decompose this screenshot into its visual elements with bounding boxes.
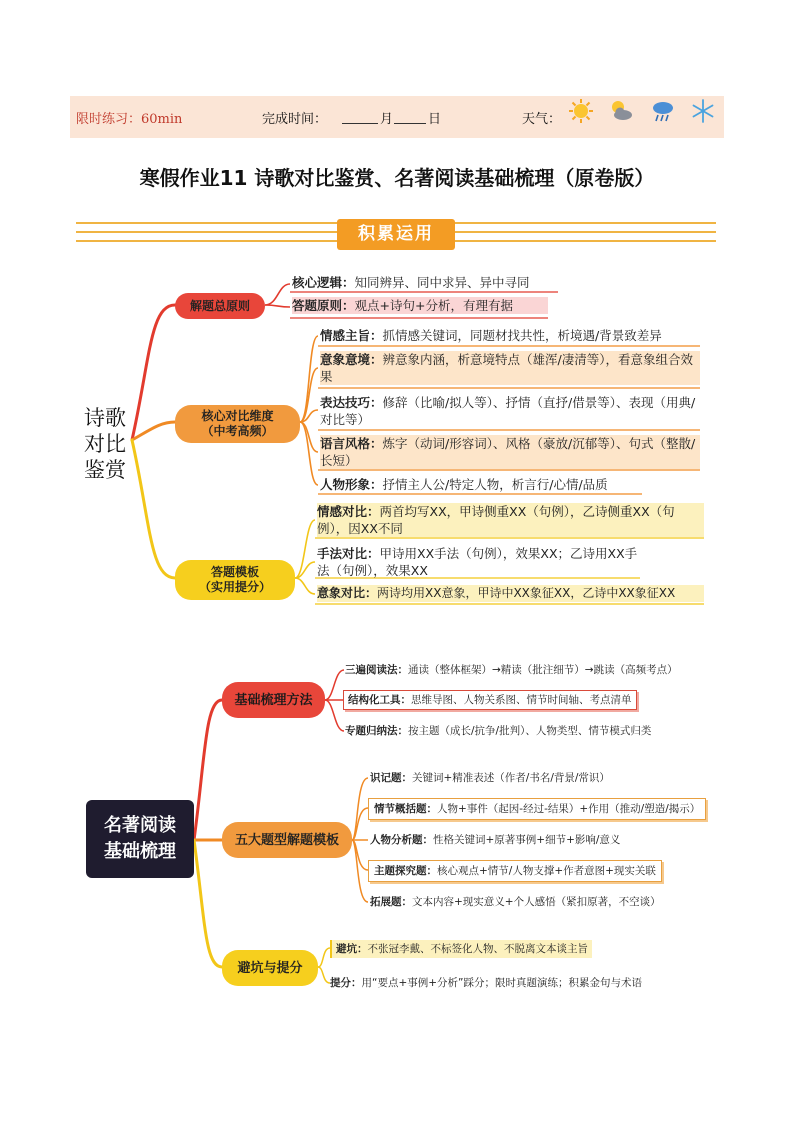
leaf-score-boost: 提分：用“要点+事例+分析”踩分；限时真题演练；积累金句与术语	[330, 977, 642, 989]
branch-label: 五大题型解题模板	[234, 832, 339, 848]
leaf-imagery-compare: 意象对比：两诗均用XX意象，甲诗中XX象征XX，乙诗中XX象征XX	[317, 585, 704, 602]
root-line: 名著阅读	[104, 815, 176, 836]
root-line: 诗歌	[84, 406, 126, 430]
branch-label: 解题总原则	[189, 298, 250, 313]
leaf-answer-principle: 答题原则：观点+诗句+分析，有理有据	[292, 297, 548, 314]
leaf-character-analysis: 人物分析题：性格关键词+原著事例+细节+影响/意义	[370, 834, 621, 846]
branch-question-types	[222, 822, 352, 858]
weather-label: 天气：	[522, 112, 562, 127]
branch-methods	[222, 682, 325, 718]
leaf-imagery: 意象意境：辨意象内涵，析意境特点（雄浑/凄清等），看意象组合效果	[320, 351, 700, 385]
day-unit: 日	[428, 112, 442, 127]
leaf-plot-summary: 情节概括题：人物+事件（起因-经过-结果）+作用（推动/塑造/揭示）	[368, 798, 706, 820]
branch-label: 核心对比维度	[201, 409, 274, 423]
mindmap2-root	[86, 800, 194, 878]
branch-sublabel: （实用提分）	[198, 580, 271, 594]
month-unit: 月	[380, 112, 394, 127]
branch-label: 避坑与提分	[237, 960, 303, 976]
leaf-language-style: 语言风格：炼字（动词/形容词）、风格（豪放/沉郁等）、句式（整散/长短）	[320, 435, 700, 469]
leaf-three-pass-reading: 三遍阅读法：通读（整体框架）→精读（批注细节）→跳读（高频考点）	[345, 664, 678, 676]
root-line: 基础梳理	[104, 841, 176, 862]
leaf-character: 人物形象：抒情主人公/特定人物，析言行/心情/品质	[320, 477, 608, 492]
leaf-structured-tools: 结构化工具：思维导图、人物关系图、情节时间轴、考点清单	[343, 690, 637, 710]
leaf-core-logic: 核心逻辑：知同辨异、同中求异、异中寻同	[292, 275, 530, 290]
page-title: 寒假作业11 诗歌对比鉴赏、名著阅读基础梳理（原卷版）	[139, 166, 655, 190]
leaf-techniques: 表达技巧：修辞（比喻/拟人等）、抒情（直抒/借景等）、表现（用典/对比等）	[320, 395, 696, 427]
branch-label: 答题模板	[210, 565, 259, 579]
leaf-extension-question: 拓展题：文本内容+现实意义+个人感悟（紧扣原著，不空谈）	[370, 896, 661, 908]
leaf-topic-induction: 专题归纳法：按主题（成长/抗争/批判）、人物类型、情节模式归类	[345, 725, 652, 737]
leaf-theme-exploration: 主题探究题：核心观点+情节/人物支撑+作者意图+现实关联	[368, 860, 662, 882]
leaf-recall-question: 识记题：关键词+精准表述（作者/书名/背景/常识）	[370, 772, 610, 784]
leaf-emotion-compare: 情感对比：两首均写XX，甲诗侧重XX（句例），乙诗侧重XX（句例），因XX不同	[317, 503, 704, 537]
leaf-avoid-pitfalls: 避坑：不张冠李戴、不标签化人物、不脱离文本谈主旨	[330, 940, 592, 958]
section-badge: 积累运用	[337, 219, 455, 250]
branch-pitfalls	[222, 950, 318, 986]
leaf-emotion-theme: 情感主旨：抓情感关键词，同题材找共性，析境遇/背景致差异	[320, 328, 662, 343]
finish-time-label: 完成时间：	[262, 112, 328, 127]
time-limit: 限时练习：60min	[76, 112, 183, 127]
root-line: 鉴赏	[84, 458, 126, 482]
branch-label: 基础梳理方法	[234, 692, 313, 708]
leaf-technique-compare: 手法对比：甲诗用XX手法（句例），效果XX；乙诗用XX手法（句例），效果XX	[317, 546, 638, 578]
branch-sublabel: （中考高频）	[201, 424, 274, 438]
root-line: 对比	[84, 432, 126, 456]
